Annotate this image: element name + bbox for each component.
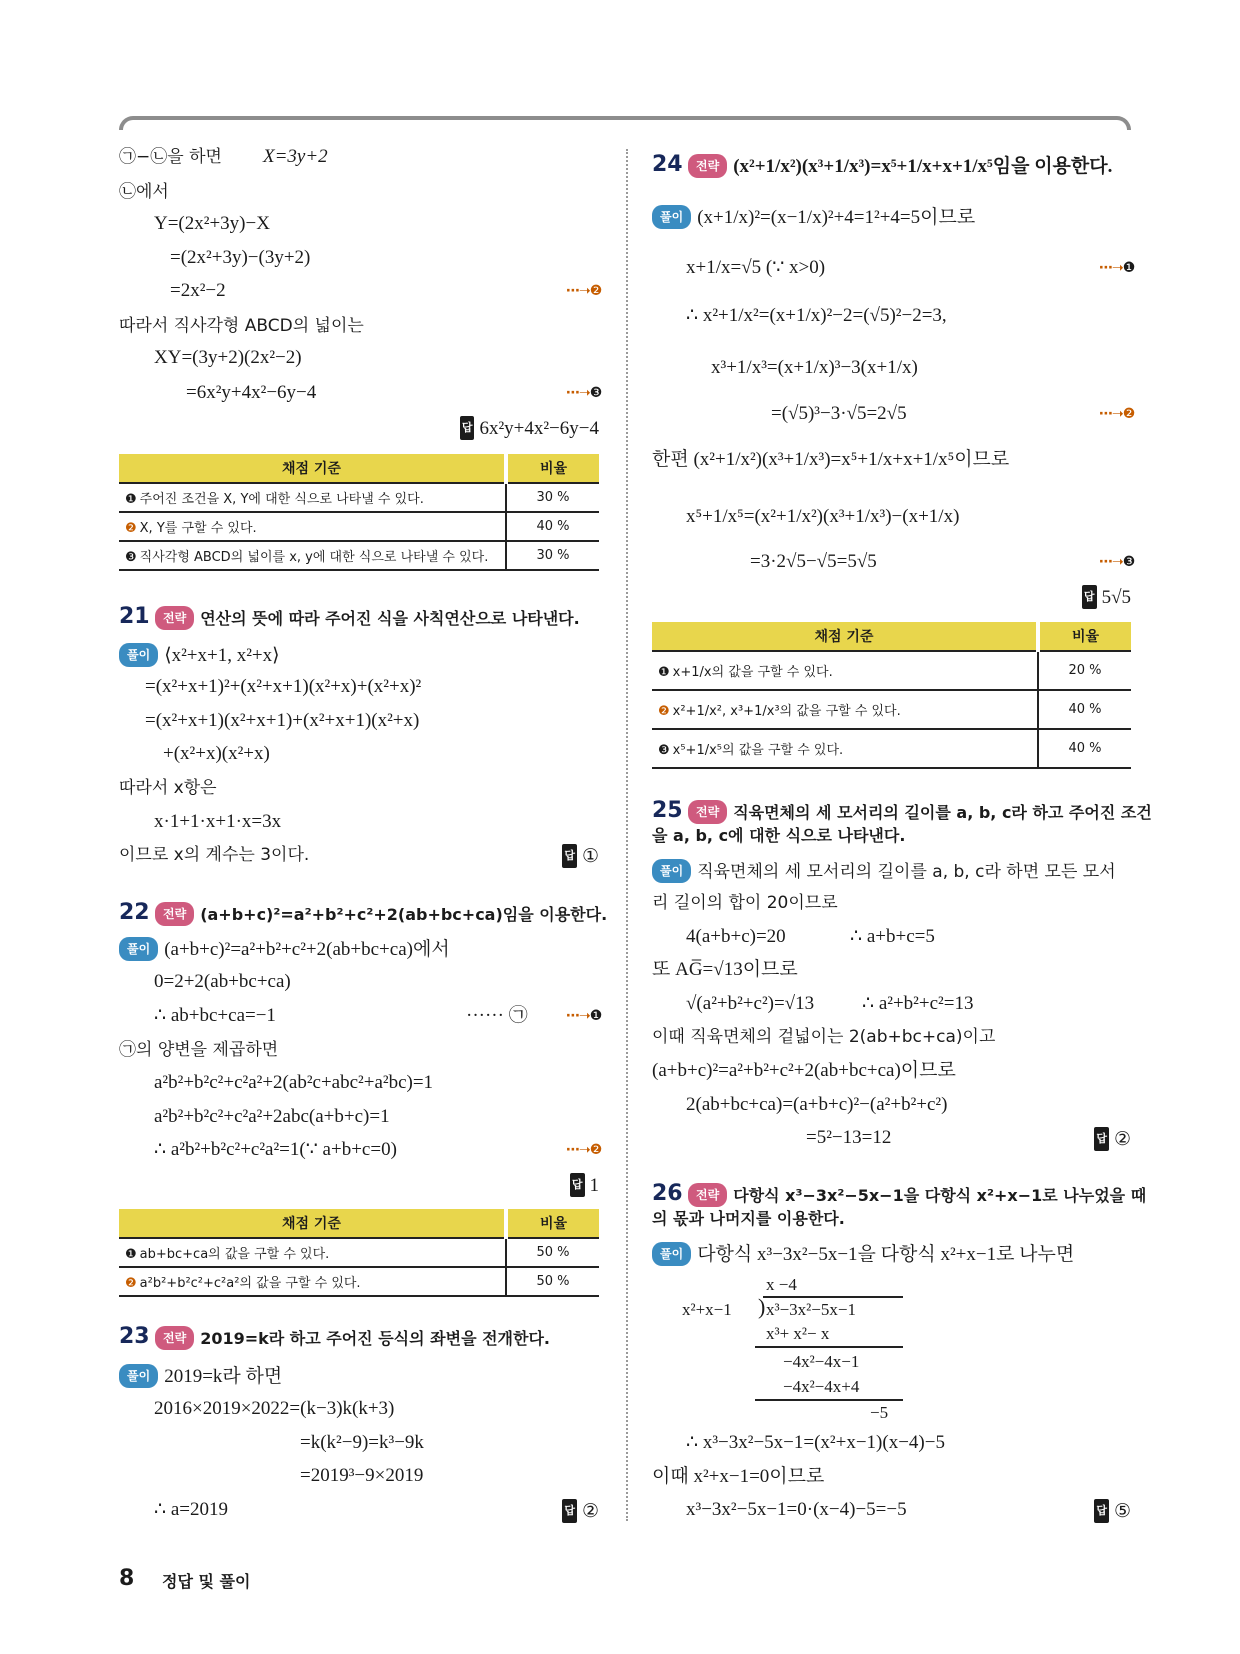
solution-badge: 풀이 xyxy=(652,205,691,229)
table-header-ratio: 비율 xyxy=(506,454,599,483)
math-line: 0=2+2(ab+bc+ca) xyxy=(154,971,291,992)
problem-number: 21 xyxy=(119,604,150,629)
math-line: =3·2√5−√5=5√5 xyxy=(750,551,877,572)
math-line: x·1+1·x+1·x=3x xyxy=(154,811,282,832)
strategy-badge: 전략 xyxy=(155,1326,194,1350)
answer-value: ② xyxy=(1113,1128,1131,1150)
arrow-icon: ⋯➝ xyxy=(566,1008,590,1024)
ratio-cell: 40 % xyxy=(1038,690,1131,729)
math-line: +(x²+x)(x²+x) xyxy=(163,743,270,764)
ratio-cell: 20 % xyxy=(1038,651,1131,690)
equation-ref: ······ ㉠ xyxy=(466,1005,528,1026)
solution-line xyxy=(119,937,450,961)
grading-table xyxy=(652,622,1131,769)
text-line: 따라서 직사각형 ABCD의 넓이는 xyxy=(119,316,364,336)
solution-text: 직육면체의 세 모서리의 길이를 a, b, c라 하면 모든 모서 xyxy=(697,862,1116,882)
solution-text: 다항식 x³−3x²−5x−1을 다항식 x²+x−1로 나누면 xyxy=(697,1244,1075,1265)
strategy-line xyxy=(155,606,580,630)
grading-table xyxy=(119,454,599,571)
dividend: x³−3x²−5x−1 xyxy=(766,1300,856,1319)
table-row xyxy=(119,541,599,570)
math-line: ∴ x³−3x²−5x−1=(x²+x−1)(x−4)−5 xyxy=(686,1432,945,1453)
math-line: =2x²−2 xyxy=(170,280,226,301)
strategy-text: (a+b+c)²=a²+b²+c²+2(ab+bc+ca)임을 이용한다. xyxy=(200,905,608,924)
table-header-criterion: 채점 기준 xyxy=(119,1209,506,1238)
math-line: √(a²+b²+c²)=√13 xyxy=(686,993,815,1014)
math-line: ∴ a=2019 xyxy=(154,1499,228,1520)
division-step: −4x²−4x+4 xyxy=(783,1377,860,1396)
math-line: x³+1/x³=(x+1/x)³−3(x+1/x) xyxy=(711,357,918,378)
step-marker-2 xyxy=(566,280,602,302)
ratio-cell: 40 % xyxy=(506,512,599,541)
table-header-ratio: 비율 xyxy=(1038,622,1131,651)
answer-value: ⑤ xyxy=(1113,1500,1131,1522)
circled-number: ❸ xyxy=(589,385,603,401)
arrow-icon: ⋯➝ xyxy=(1099,260,1123,276)
step-marker-3 xyxy=(566,382,602,404)
arrow-icon: ⋯➝ xyxy=(566,385,590,401)
ratio-cell: 30 % xyxy=(506,541,599,570)
math-line: 2016×2019×2022=(k−3)k(k+3) xyxy=(154,1398,395,1419)
answer-value: 1 xyxy=(589,1175,599,1196)
solution-line xyxy=(652,205,975,229)
circled-number: ❷ xyxy=(589,283,603,299)
strategy-badge: 전략 xyxy=(155,606,194,630)
math-line: =6x²y+4x²−6y−4 xyxy=(186,382,317,403)
page-top-bar xyxy=(119,116,1131,130)
circled-number: ❷ xyxy=(125,1276,137,1291)
table-header-ratio: 비율 xyxy=(506,1209,599,1238)
strategy-text: 다항식 x³−3x²−5x−1을 다항식 x²+x−1로 나누었을 때 xyxy=(733,1186,1147,1205)
text-line: ㉠−㉡을 하면 xyxy=(119,147,222,167)
math-text: ⟨x²+x+1, x²+x⟩ xyxy=(164,645,280,666)
division-bracket: ) xyxy=(758,1294,766,1319)
math-line: x+1/x=√5 (∵ x>0) xyxy=(686,257,826,278)
math-line: =k(k²−9)=k³−9k xyxy=(300,1432,424,1453)
solution-line xyxy=(119,643,280,667)
problem-number: 25 xyxy=(652,798,683,823)
answer-value: ② xyxy=(581,1500,599,1522)
answer-icon: 답 xyxy=(562,1499,577,1523)
problem-number: 22 xyxy=(119,900,150,925)
answer-value: 5√5 xyxy=(1101,587,1131,608)
answer-value: 6x²y+4x²−6y−4 xyxy=(479,418,599,439)
table-row xyxy=(652,651,1131,690)
column-divider xyxy=(626,149,628,1521)
text-line: 리 길이의 합이 20이므로 xyxy=(652,893,838,913)
math-line: X=3y+2 xyxy=(263,146,328,167)
table-row xyxy=(119,483,599,512)
criterion-text: a²b²+b²c²+c²a²의 값을 구할 수 있다. xyxy=(139,1276,361,1291)
division-line xyxy=(755,1346,903,1348)
table-row xyxy=(652,690,1131,729)
strategy-badge: 전략 xyxy=(688,800,727,824)
text-line: 이므로 x의 계수는 3이다. xyxy=(119,845,310,865)
math-line: =(x²+x+1)(x²+x+1)+(x²+x+1)(x²+x) xyxy=(145,710,420,731)
problem-number: 24 xyxy=(652,152,683,177)
step-marker-1 xyxy=(1099,257,1135,279)
answer-icon: 답 xyxy=(1082,585,1097,609)
math-line: x⁵+1/x⁵=(x²+1/x²)(x³+1/x³)−(x+1/x) xyxy=(686,506,960,527)
strategy-text: 2019=k라 하고 주어진 등식의 좌변을 전개한다. xyxy=(200,1329,550,1348)
text-line: ㉠의 양변을 제곱하면 xyxy=(119,1040,279,1060)
table-header-criterion: 채점 기준 xyxy=(652,622,1038,651)
math-line: =(√5)³−3·√5=2√5 xyxy=(771,403,907,424)
criterion-text: x⁵+1/x⁵의 값을 구할 수 있다. xyxy=(672,743,844,758)
math-line: 2(ab+bc+ca)=(a+b+c)²−(a²+b²+c²) xyxy=(686,1094,948,1115)
strategy-badge: 전략 xyxy=(688,1183,727,1207)
strategy-text: 직육면체의 세 모서리의 길이를 a, b, c라 하고 주어진 조건 xyxy=(733,803,1152,822)
math-line: ∴ a+b+c=5 xyxy=(850,926,935,947)
table-row xyxy=(652,729,1131,768)
answer xyxy=(1082,585,1131,609)
math-text: (a+b+c)²=a²+b²+c²+2(ab+bc+ca)에서 xyxy=(164,939,450,960)
solution-badge: 풀이 xyxy=(652,1242,691,1266)
table-row xyxy=(119,1238,599,1267)
criterion-text: ab+bc+ca의 값을 구할 수 있다. xyxy=(139,1247,330,1262)
circled-number: ❸ xyxy=(125,550,137,565)
strategy-badge: 전략 xyxy=(688,154,727,178)
arrow-icon: ⋯➝ xyxy=(566,1142,590,1158)
math-line: =(x²+x+1)²+(x²+x+1)(x²+x)+(x²+x)² xyxy=(145,676,422,697)
problem-number: 26 xyxy=(652,1181,683,1206)
division-line xyxy=(755,1399,903,1401)
math-line: =5²−13=12 xyxy=(806,1127,892,1148)
strategy-text: 연산의 뜻에 따라 주어진 식을 사칙연산으로 나타낸다. xyxy=(200,609,580,628)
solution-line xyxy=(652,859,1116,883)
strategy-line xyxy=(688,800,1152,824)
answer xyxy=(570,1173,599,1197)
step-marker-2 xyxy=(1099,403,1135,425)
answer-icon: 답 xyxy=(460,416,475,440)
arrow-icon: ⋯➝ xyxy=(1099,554,1123,570)
ratio-cell: 50 % xyxy=(506,1267,599,1296)
answer xyxy=(460,416,599,440)
ratio-cell: 40 % xyxy=(1038,729,1131,768)
division-bar xyxy=(763,1296,903,1298)
math-line: (a+b+c)²=a²+b²+c²+2(ab+bc+ca)이므로 xyxy=(652,1060,956,1081)
step-marker-1 xyxy=(566,1005,602,1027)
math-line: ∴ x²+1/x²=(x+1/x)²−2=(√5)²−2=3, xyxy=(686,305,947,326)
solution-line xyxy=(119,1364,282,1388)
division-step: −4x²−4x−1 xyxy=(783,1352,860,1371)
solution-badge: 풀이 xyxy=(119,643,158,667)
quotient: x −4 xyxy=(766,1275,797,1294)
math-line: 또 AG̅=√13이므로 xyxy=(652,959,798,980)
arrow-icon: ⋯➝ xyxy=(566,283,590,299)
circled-number: ❶ xyxy=(125,492,137,507)
circled-number: ❷ xyxy=(125,521,137,536)
math-line: x³−3x²−5x−1=0·(x−4)−5=−5 xyxy=(686,1499,907,1520)
strategy-line xyxy=(688,154,1112,178)
solution-line xyxy=(652,1242,1074,1266)
answer xyxy=(1094,1499,1131,1523)
strategy-text: 을 a, b, c에 대한 식으로 나타낸다. xyxy=(652,826,906,845)
answer xyxy=(1094,1127,1131,1151)
circled-number: ❷ xyxy=(1122,406,1136,422)
circled-number: ❷ xyxy=(589,1142,603,1158)
page-number: 8 xyxy=(119,1566,135,1591)
strategy-text: 의 몫과 나머지를 이용한다. xyxy=(652,1209,845,1228)
math-line: a²b²+b²c²+c²a²+2(ab²c+abc²+a²bc)=1 xyxy=(154,1072,434,1093)
circled-number: ❸ xyxy=(658,743,670,758)
criterion-text: x²+1/x², x³+1/x³의 값을 구할 수 있다. xyxy=(672,704,901,719)
solution-badge: 풀이 xyxy=(119,1364,158,1388)
answer-icon: 답 xyxy=(570,1173,585,1197)
strategy-line xyxy=(155,902,607,926)
ratio-cell: 30 % xyxy=(506,483,599,512)
strategy-text: (x²+1/x²)(x³+1/x³)=x⁵+1/x+x+1/x⁵임을 이용한다. xyxy=(733,156,1113,177)
criterion-text: X, Y를 구할 수 있다. xyxy=(139,521,257,536)
ratio-cell: 50 % xyxy=(506,1238,599,1267)
math-line: XY=(3y+2)(2x²−2) xyxy=(154,347,302,368)
math-line: ∴ ab+bc+ca=−1 xyxy=(154,1005,276,1026)
math-line: =(2x²+3y)−(3y+2) xyxy=(170,247,311,268)
criterion-text: x+1/x의 값을 구할 수 있다. xyxy=(672,665,833,680)
math-line: 4(a+b+c)=20 xyxy=(686,926,786,947)
criterion-text: 주어진 조건을 X, Y에 대한 식으로 나타낼 수 있다. xyxy=(139,492,424,507)
answer-icon: 답 xyxy=(1094,1127,1109,1151)
division-step: x³+ x²− x xyxy=(766,1324,830,1343)
criterion-text: 직사각형 ABCD의 넓이를 x, y에 대한 식으로 나타낼 수 있다. xyxy=(139,550,489,565)
circled-number: ❶ xyxy=(658,665,670,680)
math-line: a²b²+b²c²+c²a²+2abc(a+b+c)=1 xyxy=(154,1106,390,1127)
math-line: 한편 (x²+1/x²)(x³+1/x³)=x⁵+1/x+x+1/x⁵이므로 xyxy=(652,449,1010,470)
strategy-badge: 전략 xyxy=(155,902,194,926)
strategy-line xyxy=(688,1183,1146,1207)
table-row xyxy=(119,1267,599,1296)
math-line: 이때 x²+x−1=0이므로 xyxy=(652,1466,825,1487)
answer xyxy=(562,844,599,868)
circled-number: ❶ xyxy=(589,1008,603,1024)
table-row xyxy=(119,512,599,541)
math-line: =2019³−9×2019 xyxy=(300,1465,424,1486)
footer-title: 정답 및 풀이 xyxy=(162,1572,251,1591)
math-line: ∴ a²b²+b²c²+c²a²=1(∵ a+b+c=0) xyxy=(154,1139,397,1160)
text-line: ㉡에서 xyxy=(119,182,169,202)
solution-badge: 풀이 xyxy=(119,937,158,961)
math-text: 2019=k라 하면 xyxy=(164,1366,283,1387)
divisor: x²+x−1 xyxy=(682,1300,732,1319)
problem-number: 23 xyxy=(119,1324,150,1349)
step-marker-3 xyxy=(1099,551,1135,573)
math-line: ∴ a²+b²+c²=13 xyxy=(862,993,974,1014)
solution-badge: 풀이 xyxy=(652,859,691,883)
remainder: −5 xyxy=(870,1403,889,1422)
text-line: 이때 직육면체의 겉넓이는 2(ab+bc+ca)이고 xyxy=(652,1027,996,1047)
answer xyxy=(562,1499,599,1523)
circled-number: ❶ xyxy=(125,1247,137,1262)
strategy-line xyxy=(155,1326,550,1350)
circled-number: ❷ xyxy=(658,704,670,719)
math-line: Y=(2x²+3y)−X xyxy=(154,213,270,234)
arrow-icon: ⋯➝ xyxy=(1099,406,1123,422)
circled-number: ❶ xyxy=(1122,260,1136,276)
answer-icon: 답 xyxy=(562,844,577,868)
table-header-criterion: 채점 기준 xyxy=(119,454,506,483)
text-line: 따라서 x항은 xyxy=(119,778,217,798)
answer-icon: 답 xyxy=(1094,1499,1109,1523)
grading-table xyxy=(119,1209,599,1297)
step-marker-2 xyxy=(566,1139,602,1161)
math-text: (x+1/x)²=(x−1/x)²+4=1²+4=5이므로 xyxy=(697,207,976,228)
circled-number: ❸ xyxy=(1122,554,1136,570)
answer-value: ① xyxy=(581,845,599,867)
